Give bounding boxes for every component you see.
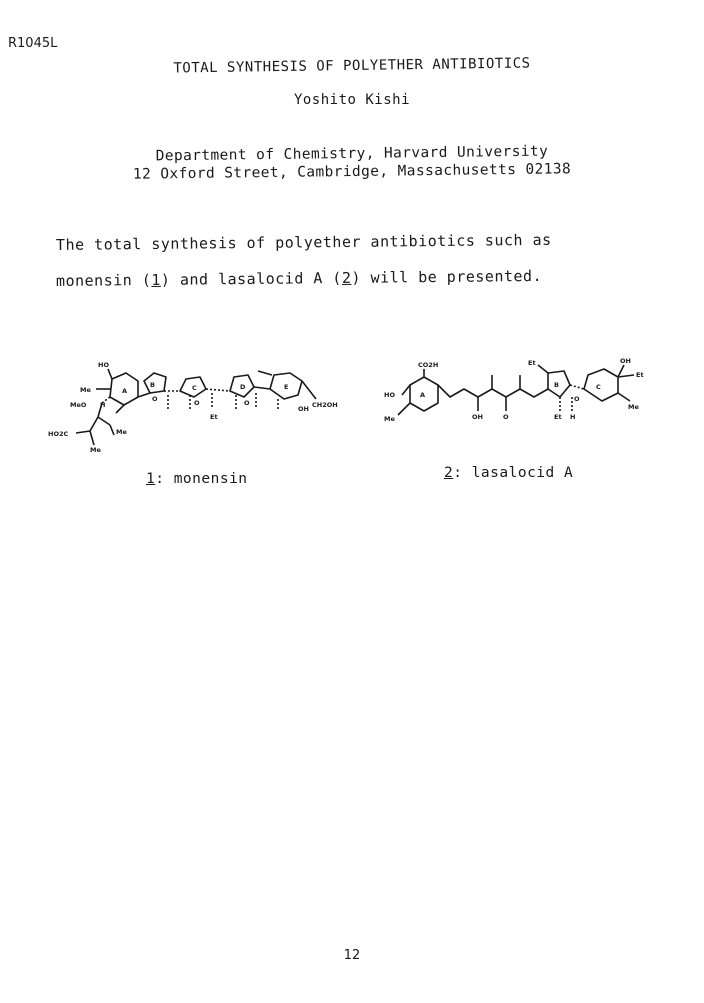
- ring-d-label: D: [240, 383, 246, 391]
- compound-number: 2: [444, 465, 454, 481]
- monensin-structure: [40, 355, 360, 460]
- ch2oh-label: CH2OH: [312, 401, 338, 409]
- ring-b-bond: [144, 373, 166, 393]
- me-label: Me: [116, 428, 127, 436]
- ho-label: HO: [384, 391, 395, 399]
- o-label: O: [574, 395, 580, 403]
- ring-c-label: C: [192, 384, 197, 392]
- ring-a-label: A: [122, 387, 128, 395]
- et-bond: [618, 375, 634, 377]
- o-label: O: [194, 399, 200, 407]
- ring-link: [206, 389, 230, 391]
- me-bond: [538, 365, 548, 373]
- ring-e-label: E: [284, 383, 289, 391]
- chain-bond: [618, 393, 630, 401]
- affiliation-line-2: 12 Oxford Street, Cambridge, Massachusetts 02138: [132, 161, 572, 183]
- oh-label: OH: [298, 405, 309, 413]
- abstract-text: monensin (: [55, 271, 152, 290]
- ho-label: HO: [98, 361, 109, 369]
- paper-author: Yoshito Kishi: [293, 92, 411, 108]
- caption-text: : lasalocid A: [453, 465, 574, 481]
- ring-link: [254, 387, 270, 389]
- me-bond: [258, 371, 272, 375]
- chain-bond: [116, 405, 124, 413]
- lasalocid-structure: [378, 355, 668, 435]
- abstract-text: ) will be presented.: [351, 266, 543, 287]
- figure-caption-1: [146, 471, 248, 487]
- ring-b-label: B: [554, 381, 559, 389]
- co2h-label: CO2H: [418, 361, 439, 369]
- o-label: O: [152, 395, 158, 403]
- ho-bond: [108, 369, 112, 379]
- ho2c-label: HO2C: [48, 430, 69, 438]
- ring-b-label: B: [150, 381, 155, 389]
- me-label: Me: [90, 446, 101, 454]
- et-label: Et: [528, 359, 536, 367]
- h-label: H: [570, 413, 576, 421]
- abstract-text: ) and lasalocid A (: [160, 269, 343, 289]
- compound-number: 1: [146, 471, 156, 487]
- oh-bond: [618, 365, 624, 377]
- chain-bond: [98, 417, 110, 425]
- me-label: Me: [80, 386, 91, 394]
- ring-a-label: A: [420, 391, 426, 399]
- page-number: 12: [343, 948, 361, 963]
- ring-b-bond: [548, 371, 570, 397]
- affiliation-line-1: Department of Chemistry, Harvard University: [155, 143, 549, 165]
- et-label: Et: [554, 413, 562, 421]
- compound-ref-2: 2: [341, 268, 352, 288]
- ch2oh-bond: [302, 381, 316, 399]
- et-label: Et: [636, 371, 644, 379]
- ring-link: [138, 393, 150, 397]
- o-label: O: [503, 413, 509, 421]
- me-label: Me: [384, 415, 395, 423]
- ring-c-label: C: [596, 383, 601, 391]
- chain-bond: [110, 425, 114, 435]
- chain-bond: [438, 385, 548, 397]
- document-id: R1045L: [8, 36, 58, 51]
- me-bond: [398, 403, 410, 415]
- et-label: Et: [210, 413, 218, 421]
- caption-text: : monensin: [155, 471, 248, 487]
- figure-caption-2: [444, 465, 573, 481]
- chain-bond: [90, 417, 98, 431]
- abstract-line-2: [56, 267, 542, 290]
- meo-label: MeO: [70, 401, 87, 409]
- oh-label: OH: [472, 413, 483, 421]
- chain-bond: [76, 431, 90, 433]
- ring-link: [570, 385, 584, 389]
- chain-bond: [90, 431, 94, 445]
- o-label: O: [244, 399, 250, 407]
- ring-c-bond: [584, 369, 618, 401]
- paper-title: TOTAL SYNTHESIS OF POLYETHER ANTIBIOTICS: [173, 55, 531, 77]
- me-label: Me: [628, 403, 639, 411]
- ho-bond: [402, 385, 410, 395]
- oh-label: OH: [620, 357, 631, 365]
- h-label: H: [100, 401, 106, 409]
- compound-ref-1: 1: [151, 270, 161, 290]
- abstract-line-1: The total synthesis of polyether antibiotics such as: [55, 230, 552, 254]
